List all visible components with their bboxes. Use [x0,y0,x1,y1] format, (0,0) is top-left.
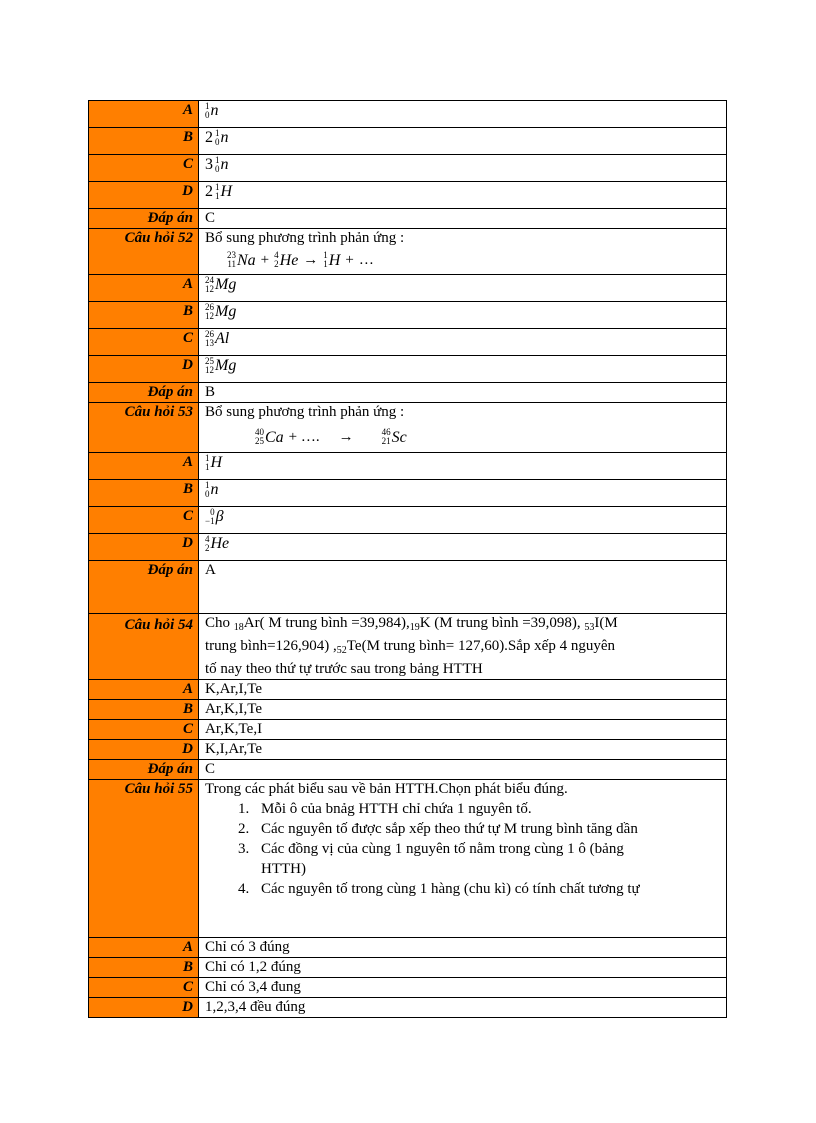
answer-label: Đáp án [89,760,199,780]
question-label: Câu hỏi 52 [89,229,199,275]
option-content: 1 0 n [199,101,727,128]
question-content [199,780,727,938]
question-label: Câu hỏi 55 [89,780,199,938]
option-label: A [89,101,199,128]
answer-value: C [199,760,727,780]
option-label: D [89,998,199,1018]
table-row [89,275,727,302]
table-row [89,507,727,534]
option-content: 26 13 Al [199,329,727,356]
list-item: 4. Các nguyên tố trong cùng 1 hàng (chu kì) có tính chất tương tự [253,879,653,899]
option-label: C [89,155,199,182]
table-row [89,128,727,155]
answer-value: C [199,209,727,229]
option-content: K,I,Ar,Te [199,740,727,760]
question-label: Câu hỏi 54 [89,614,199,680]
table-row [89,209,727,229]
option-content: 0 −1 β [199,507,727,534]
option-label: B [89,128,199,155]
table-row [89,700,727,720]
answer-value: A [199,561,727,614]
list-item: 2. Các nguyên tố được sắp xếp theo thứ tự M trung bình tăng dần [253,819,653,839]
answer-label: Đáp án [89,561,199,614]
option-label: D [89,740,199,760]
option-content: Ar,K,I,Te [199,700,727,720]
table-row [89,480,727,507]
table-row [89,998,727,1018]
table-row [89,302,727,329]
table-row [89,453,727,480]
table-row [89,403,727,453]
option-label: B [89,302,199,329]
question-text: Bổ sung phương trình phản ứng : [205,404,405,420]
question-text: Bổ sung phương trình phản ứng : [205,230,405,246]
table-row [89,383,727,403]
option-label: B [89,700,199,720]
option-content: 26 12 Mg [199,302,727,329]
option-content: Chỉ có 1,2 đúng [199,958,727,978]
question-content: Cho $_{18}$Ar( M trung bình $=39,984),_{19}K$ (M trung bình =39,098), $_{53}$I(M trung bình=126,904) $,_{52}Te(M$ trung bình= 127,60).Sắp xếp 4 nguyên tố nay theo thứ tự trước sau trong bảng HTTH [199,614,727,680]
option-content: 2 1 0 n [199,128,727,155]
question-text: Trong các phát biểu sau về bản HTTH.Chọn phát biểu đúng. [205,781,568,797]
table-row [89,938,727,958]
option-content: K,Ar,I,Te [199,680,727,700]
question-text: Cho $_{18}$Ar( M trung bình $=39,984),_{19}K$ (M trung bình =39,098), $_{53}$I(M [205,615,618,633]
option-content: Chỉ có 3,4 đung [199,978,727,998]
table-row [89,978,727,998]
option-label: A [89,938,199,958]
option-content: 3 1 0 n [199,155,727,182]
reaction-equation: 23 11 Na + 4 2 He → 1 1 H + … [227,250,374,269]
option-content: 24 12 Mg [199,275,727,302]
statement-list [205,799,653,899]
option-content: 1 1 H [199,453,727,480]
table-row [89,329,727,356]
table-row [89,229,727,275]
option-label: C [89,507,199,534]
option-label: D [89,182,199,209]
table-row [89,720,727,740]
table-row [89,356,727,383]
table-row [89,760,727,780]
table-row [89,182,727,209]
option-content: 2 1 1 H [199,182,727,209]
table-row [89,740,727,760]
question-content [199,403,727,453]
option-label: A [89,275,199,302]
option-label: A [89,680,199,700]
table-row [89,614,727,680]
option-content: Ar,K,Te,I [199,720,727,740]
option-content: Chỉ có 3 đúng [199,938,727,958]
answer-value: B [199,383,727,403]
option-label: C [89,978,199,998]
table-row [89,534,727,561]
option-content: 1,2,3,4 đều đúng [199,998,727,1018]
option-label: D [89,356,199,383]
option-label: C [89,329,199,356]
table-row [89,155,727,182]
table-row [89,958,727,978]
answer-label: Đáp án [89,383,199,403]
reaction-equation: 40 25 Ca + …. → 46 21 Sc [255,427,407,446]
option-label: C [89,720,199,740]
option-content: 25 12 Mg [199,356,727,383]
list-item: 3. Các đồng vị của cùng 1 nguyên tố nằm trong cùng 1 ô (bảng HTTH) [253,839,653,879]
option-label: B [89,958,199,978]
option-content: 4 2 He [199,534,727,561]
table-row [89,680,727,700]
option-content: 1 0 n [199,480,727,507]
option-label: B [89,480,199,507]
table-row [89,101,727,128]
question-content [199,229,727,275]
list-item: 1. Mỗi ô của bnảg HTTH chỉ chứa 1 nguyên tố. [253,799,653,819]
question-table [88,100,727,1018]
table-row [89,561,727,614]
table-row [89,780,727,938]
question-label: Câu hỏi 53 [89,403,199,453]
option-label: D [89,534,199,561]
answer-label: Đáp án [89,209,199,229]
option-label: A [89,453,199,480]
